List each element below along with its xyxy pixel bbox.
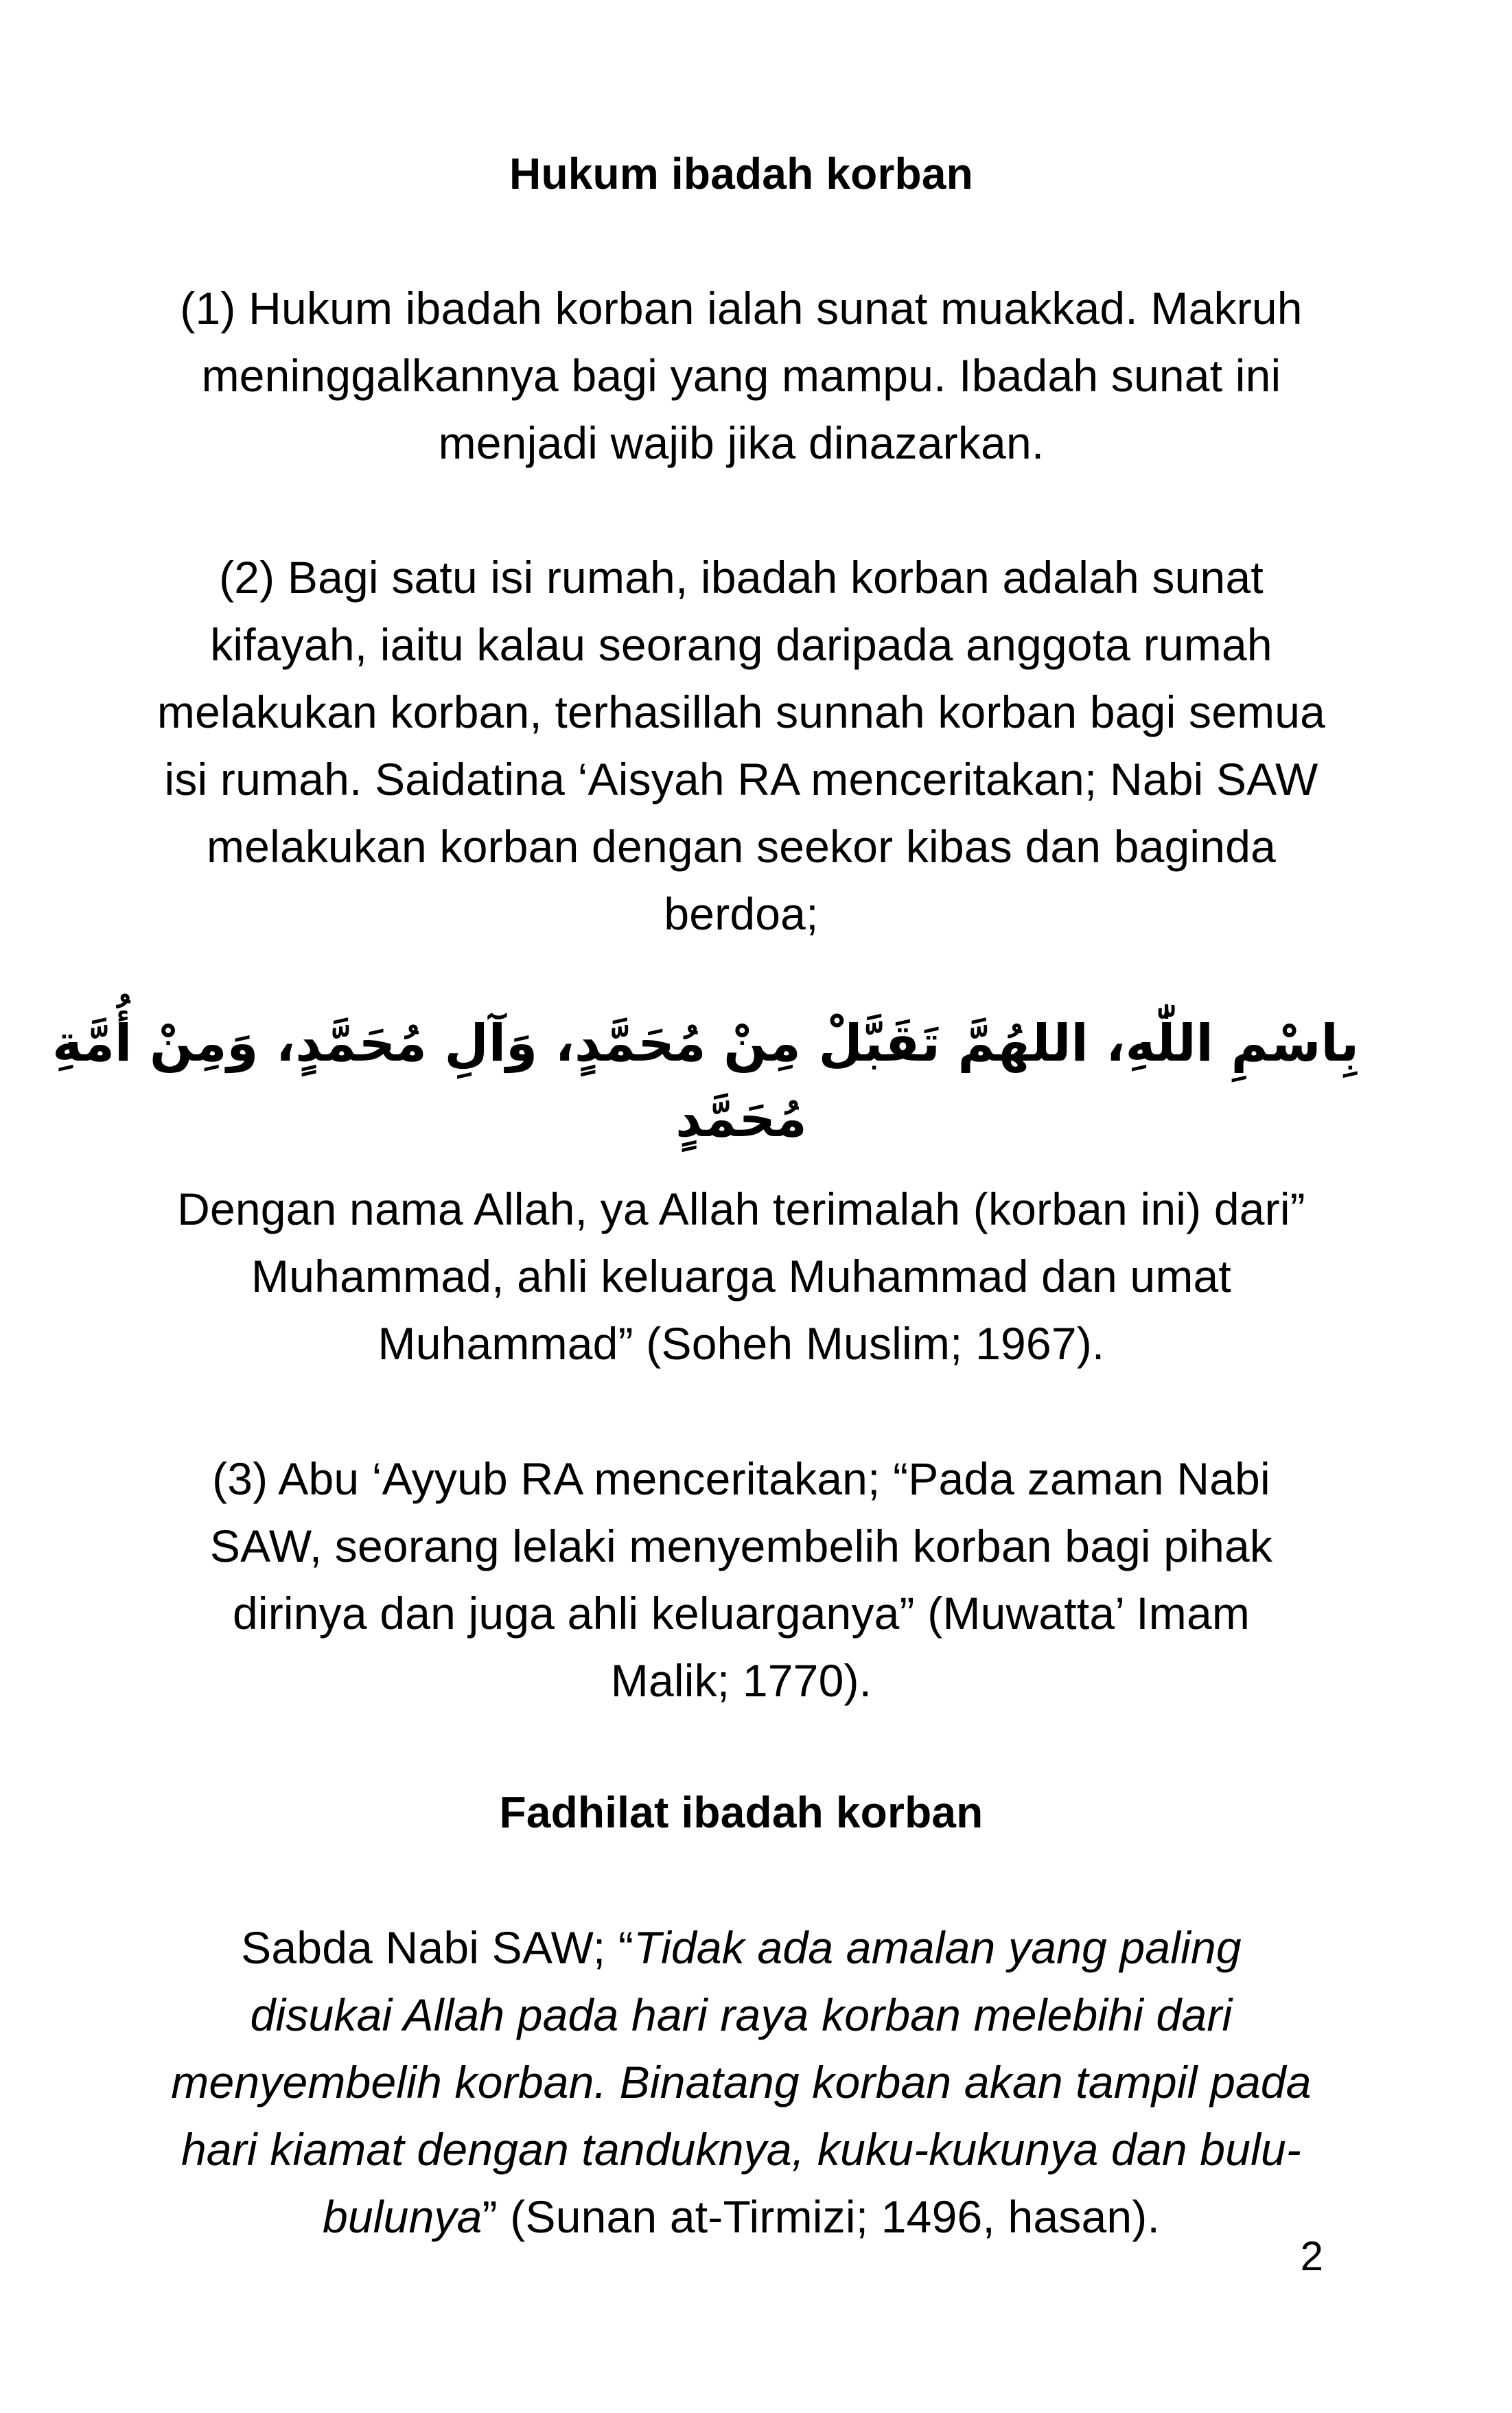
page-number: 2 [1300, 2233, 1323, 2279]
arabic-line: بِاسْمِ اللّٰهِ، اللهُمَّ تَقَبَّلْ مِنْ مُحَمَّدٍ، وَآلِ مُحَمَّدٍ، وَمِنْ أُمَّةِ [52, 1014, 1359, 1073]
heading-hukum: Hukum ibadah korban [509, 149, 973, 198]
paragraph-3-line: Malik; 1770). [610, 1655, 872, 1706]
translation-line: Muhammad, ahli keluarga Muhammad dan umat [251, 1251, 1231, 1302]
arabic-line: مُحَمَّدٍ [675, 1089, 807, 1148]
hadith-quote: bulunya [322, 2191, 482, 2242]
hadith-line: menyembelih korban. Binatang korban akan tampil pada [171, 2057, 1312, 2108]
paragraph-1-line: (1) Hukum ibadah korban ialah sunat muakkad. Makruh [180, 283, 1303, 334]
heading-fadhilat: Fadhilat ibadah korban [499, 1788, 984, 1837]
paragraph-3 [124, 1445, 1359, 1714]
paragraph-2-line: isi rumah. Saidatina ‘Aisyah RA menceritakan; Nabi SAW [164, 754, 1318, 805]
translation-line: Dengan nama Allah, ya Allah terimalah (korban ini) dari” [177, 1184, 1305, 1234]
paragraph-1-line: menjadi wajib jika dinazarkan. [438, 417, 1045, 468]
hadith-quote: Tidak ada amalan yang paling [633, 1922, 1242, 1973]
paragraph-2-line: melakukan korban, terhasillah sunnah korban bagi semua [156, 686, 1326, 737]
hadith-line [124, 1914, 1359, 1981]
hadith-paragraph [124, 1914, 1359, 2250]
paragraph-3-line: SAW, seorang lelaki menyembelih korban bagi pihak [209, 1521, 1273, 1571]
paragraph-3-line: (3) Abu ‘Ayyub RA menceritakan; “Pada zaman Nabi [212, 1453, 1270, 1504]
paragraph-2-line: (2) Bagi satu isi rumah, ibadah korban adalah sunat [219, 552, 1264, 603]
paragraph-3-line: dirinya dan juga ahli keluarganya” (Muwatta’ Imam [232, 1588, 1251, 1639]
paragraph-2-line: kifayah, iaitu kalau seorang daripada anggota rumah [210, 619, 1272, 670]
paragraph-1-line: meninggalkannya bagi yang mampu. Ibadah sunat ini [201, 350, 1281, 401]
paragraph-2-line: melakukan korban dengan seekor kibas dan baginda [206, 821, 1277, 872]
hadith-line: hari kiamat dengan tanduknya, kuku-kukunya dan bulu- [181, 2124, 1302, 2175]
arabic-prayer [52, 1006, 1359, 1157]
hadith-line: disukai Allah pada hari raya korban melebihi dari [250, 1989, 1233, 2040]
hadith-citation: ” (Sunan at-Tirmizi; 1496, hasan). [482, 2191, 1161, 2242]
paragraph-2-line: berdoa; [664, 888, 819, 939]
paragraph-2 [124, 544, 1359, 947]
hadith-line [124, 2183, 1359, 2250]
hadith-intro: Sabda Nabi SAW; “ [241, 1922, 634, 1973]
translation [124, 1175, 1359, 1377]
translation-line: Muhammad” (Soheh Muslim; 1967). [377, 1318, 1105, 1369]
paragraph-1 [124, 275, 1359, 476]
